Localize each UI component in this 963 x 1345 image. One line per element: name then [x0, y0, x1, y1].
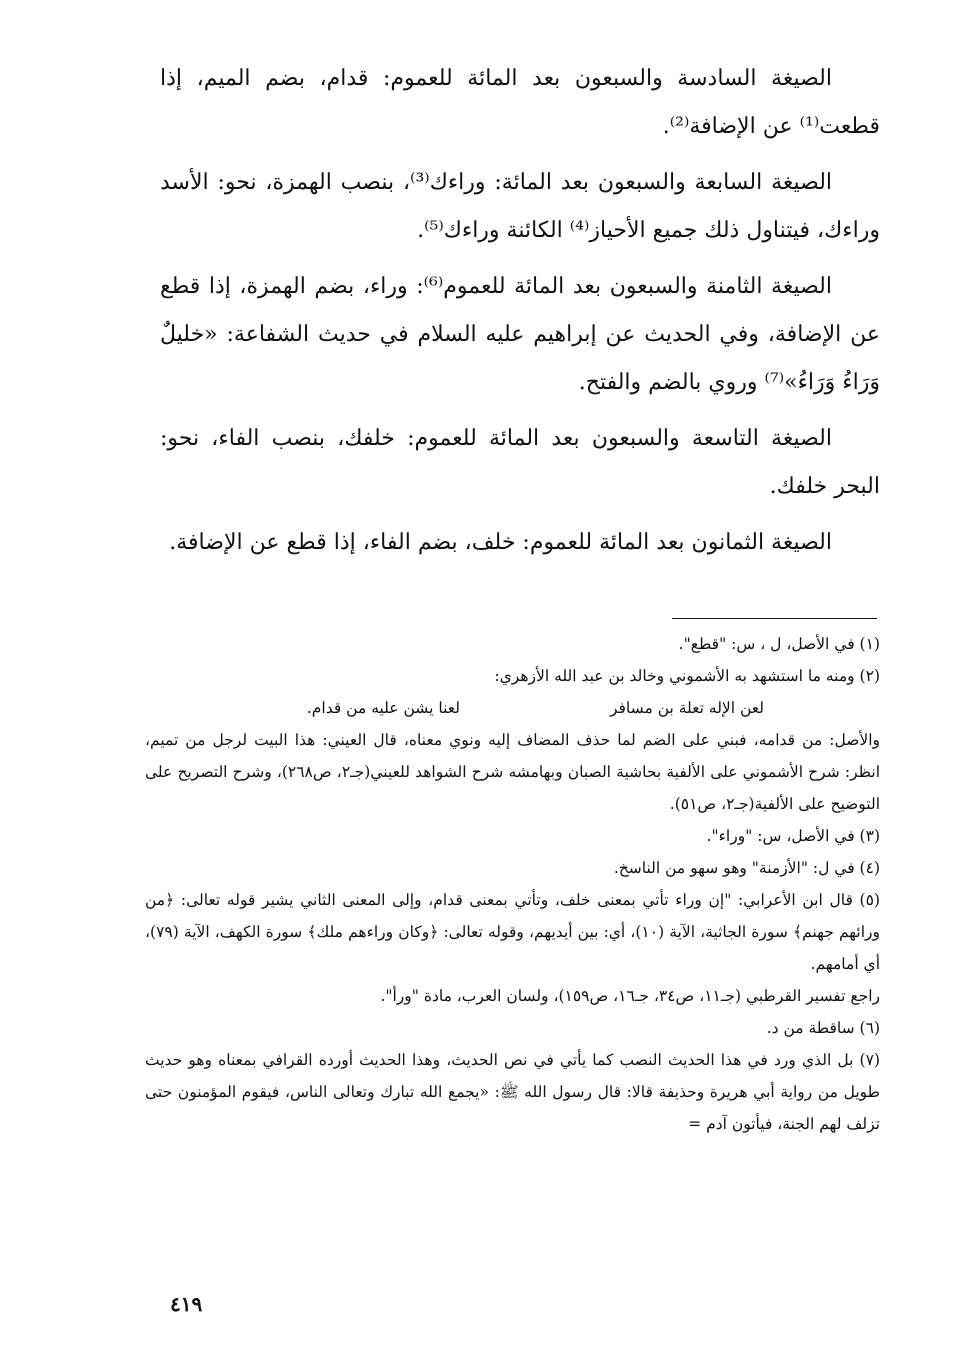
footnote-7: (٧) بل الذي ورد في هذا الحديث النصب كما يأتي في نص الحديث، وهذا الحديث أورده القرافي بمعناه وهو حديث طويل من رواية أبي هريرة وحذيفة قالا: قال رسول الله ﷺ: «يجمع الله تبارك وتعالى الناس، فيقوم المؤمنون حتى تزلف لهم الجنة، فيأتون آدم = [145, 1051, 880, 1133]
main-text [160, 55, 880, 575]
paragraph-2: الصيغة السابعة والسبعون بعد المائة: وراءك⁽³⁾، بنصب الهمزة، نحو: الأسد وراءك، فيتناول ذلك جميع الأحياز⁽⁴⁾ الكائنة وراءك⁽⁵⁾. [160, 170, 880, 243]
footnote-separator [672, 618, 877, 619]
footnote-2: (٢) ومنه ما استشهد به الأشموني وخالد بن عبد الله الأزهري: [494, 667, 880, 685]
footnote-2-continuation: والأصل: من قدامه، فبني على الضم لما حذف المضاف إليه ونوي معناه، قال العيني: هذا البيت لرجل من تميم، انظر: شرح الأشموني على الألفية بحاشية الصبان وبهامشه شرح الشواهد للعيني(جـ٢، ص٢٦٨)، وشرح التصريح على التوضيح على الألفية(جـ٢، ص٥١). [145, 731, 880, 813]
paragraph-3: الصيغة الثامنة والسبعون بعد المائة للعموم⁽⁶⁾: وراء، بضم الهمزة، إذا قطع عن الإضافة، وفي الحديث عن إبراهيم عليه السلام في حديث الشفاعة: «خليلٌ وَرَاءُ وَرَاءُ»⁽⁷⁾ وروي بالضم والفتح. [160, 274, 880, 395]
paragraph-5: الصيغة الثمانون بعد المائة للعموم: خلف، بضم الفاء، إذا قطع عن الإضافة. [169, 530, 832, 555]
footnote-4: (٤) في ل: "الأزمنة" وهو سهو من الناسخ. [613, 859, 880, 877]
footnote-5: (٥) قال ابن الأعرابي: "إن وراء تأتي بمعنى خلف، وتأتي بمعنى قدام، وإلى المعنى الثاني يشير قوله تعالى: ﴿من ورائهم جهنم﴾ سورة الجاثية، الآية (١٠)، أي: بين أيديهم، وقوله تعالى: ﴿وكان وراءهم ملك﴾ سورة الكهف، الآية (٧٩)، أي أمامهم. [145, 891, 880, 973]
footnotes [145, 628, 880, 1140]
paragraph-1: الصيغة السادسة والسبعون بعد المائة للعموم: قدام، بضم الميم، إذا قطعت⁽¹⁾ عن الإضافة⁽²⁾. [160, 66, 880, 139]
footnote-1: (١) في الأصل، ل ، س: "قطع". [678, 635, 880, 653]
footnote-5-continuation: راجع تفسير القرطبي (جـ١١، ص٣٤، جـ١٦، ص١٥٩)، ولسان العرب، مادة "ورأ". [380, 987, 880, 1005]
verse-first-hemistich: لعن الإله تعلة بن مسافر [609, 699, 764, 717]
footnote-3: (٣) في الأصل، س: "وراء". [706, 827, 880, 845]
poem-verse [145, 692, 880, 724]
footnote-6: (٦) ساقطة من د. [766, 1019, 880, 1037]
page-number: ٤١٩ [170, 1292, 203, 1316]
paragraph-4: الصيغة التاسعة والسبعون بعد المائة للعموم: خلفك، بنصب الفاء، نحو: البحر خلفك. [160, 426, 880, 499]
verse-second-hemistich: لعنا يشن عليه من قدام. [306, 699, 460, 717]
